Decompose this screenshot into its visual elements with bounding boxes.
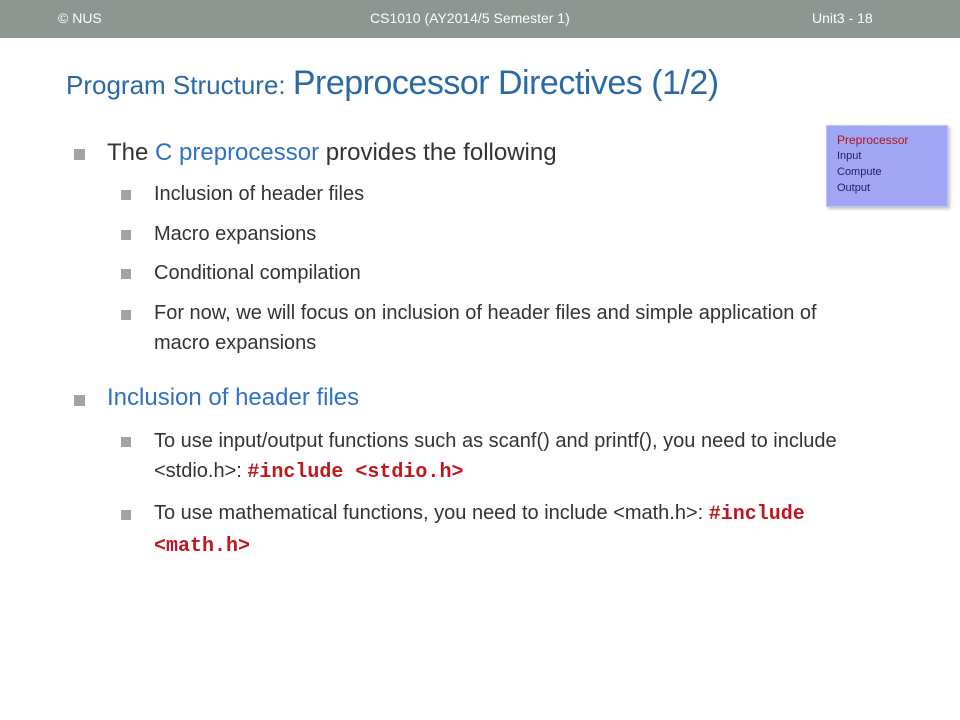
bullet-icon xyxy=(121,310,131,320)
bullet-icon xyxy=(121,510,131,520)
section1-item-1: Inclusion of header files xyxy=(154,183,365,205)
section2-item-2-text: To use mathematical functions, you need to include <math.h>: xyxy=(154,502,709,524)
bullet-icon xyxy=(121,269,131,279)
bullet-icon xyxy=(74,149,85,160)
section1-text-a: The xyxy=(107,139,156,166)
math-include-code: #include <math.h> xyxy=(154,503,805,558)
section2-item-1-text: To use input/output functions such as scanf() and printf(), you need to include <stdio.h>: xyxy=(154,430,837,482)
slide-header-bar xyxy=(0,0,960,38)
course-label: CS1010 (AY2014/5 Semester 1) xyxy=(370,10,570,26)
section1-highlight: C preprocessor xyxy=(155,139,320,166)
section1-item-4: For now, we will focus on inclusion of header files and simple application of macro expansions xyxy=(154,302,817,354)
bullet-icon xyxy=(74,395,85,406)
stage-item-output: Output xyxy=(837,182,871,194)
bullet-icon xyxy=(121,190,131,200)
title-prefix: Program Structure: xyxy=(66,70,293,100)
stdio-include-code: #include <stdio.h> xyxy=(247,461,464,484)
section1-heading xyxy=(107,139,557,167)
section1-item-3: Conditional compilation xyxy=(154,262,361,284)
slide-number: Unit3 - 18 xyxy=(812,10,873,26)
section1-text-b: provides the following xyxy=(319,139,557,166)
stage-item-compute: Compute xyxy=(837,166,882,178)
section2-item-2 xyxy=(154,498,874,562)
slide-title xyxy=(66,64,719,103)
section2-item-1 xyxy=(154,426,874,488)
title-main: Preprocessor Directives (1/2) xyxy=(292,64,719,102)
stage-item-input: Input xyxy=(837,150,862,162)
bullet-icon xyxy=(121,437,131,447)
section2-heading: Inclusion of header files xyxy=(107,384,360,411)
bullet-icon xyxy=(121,230,131,240)
copyright-label: © NUS xyxy=(58,10,102,26)
stage-heading: Preprocessor xyxy=(837,133,909,147)
section1-item-2: Macro expansions xyxy=(154,223,317,245)
